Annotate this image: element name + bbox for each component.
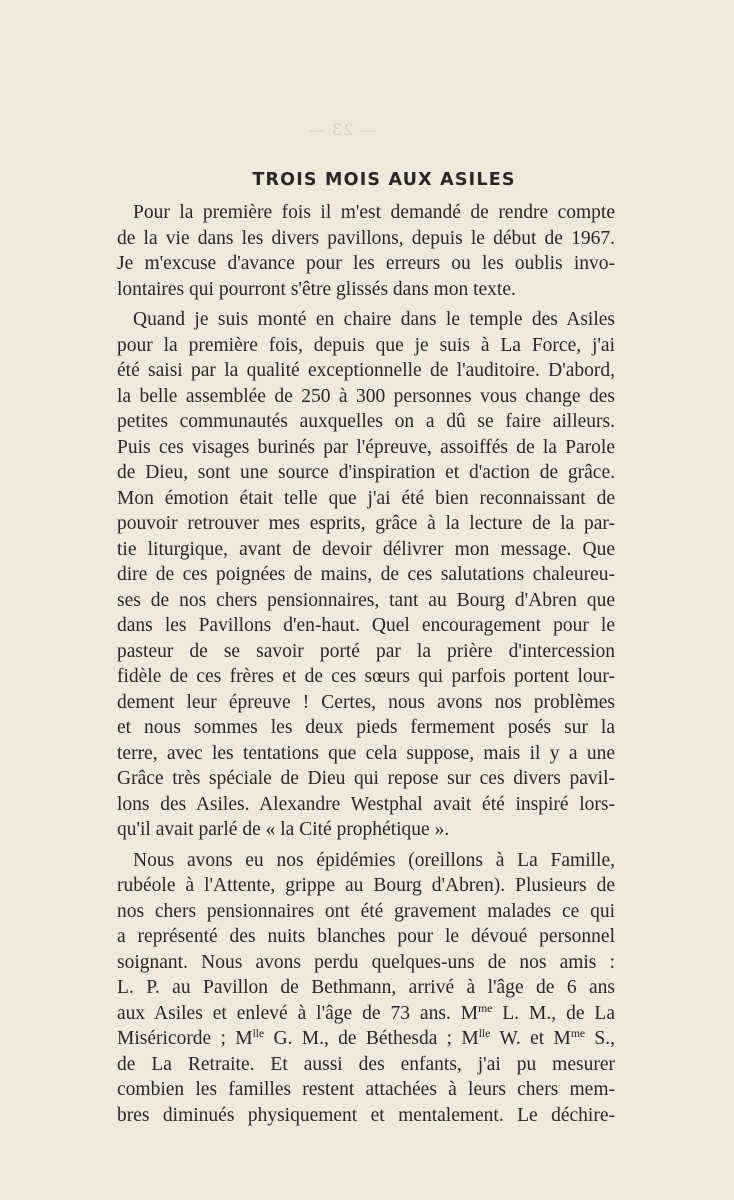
- text-line: Je m'excuse d'avance pour les erreurs ou les oublis invo-: [117, 253, 615, 274]
- text-line: lons des Asiles. Alexandre Westphal avait été inspiré lors-: [117, 793, 615, 815]
- text-segment: S.,: [585, 1028, 615, 1049]
- paragraph-3: [117, 848, 615, 1129]
- text-line: Pour la première fois il m'est demandé de rendre compte: [133, 202, 615, 223]
- text-line: Puis ces visages burinés par l'épreuve, assoiffés de la Parole: [117, 436, 615, 458]
- text-line: fidèle de ces frères et de ces sœurs qui parfois portent lour-: [117, 666, 615, 687]
- text-line: de Dieu, sont une source d'inspiration et d'action de grâce.: [117, 462, 615, 483]
- text-segment: Miséricorde ; M: [117, 1028, 253, 1049]
- text-line: nos chers pensionnaires ont été gravement malades ce qui: [117, 900, 615, 922]
- superscript-abbrev: lle: [478, 1026, 491, 1040]
- text-line: la belle assemblée de 250 à 300 personnes vous change des: [117, 385, 615, 407]
- text-line: qu'il avait parlé de « la Cité prophétique ».: [117, 819, 450, 840]
- superscript-abbrev: lle: [252, 1026, 265, 1040]
- text-line: Quand je suis monté en chaire dans le temple des Asiles: [133, 309, 615, 330]
- text-line: de la vie dans les divers pavillons, depuis le début de 1967.: [117, 227, 615, 249]
- text-line: L. P. au Pavillon de Bethmann, arrivé à l'âge de 6 ans: [117, 977, 615, 998]
- text-line: dans les Pavillons d'en-haut. Quel encouragement pour le: [117, 615, 615, 636]
- text-segment: L. M., de La: [492, 1002, 615, 1024]
- text-line: terre, avec les tentations que cela suppose, mais il y a une: [117, 742, 615, 764]
- text-segment: W. et M: [490, 1028, 571, 1049]
- text-segment: G. M., de Béthesda ; M: [264, 1028, 479, 1049]
- page-title: TROIS MOIS AUX ASILES: [252, 170, 516, 190]
- text-line: lontaires qui pourront s'être glissés dans mon texte.: [117, 278, 516, 300]
- text-line: bres diminués physiquement et mentalement. Le déchire-: [117, 1104, 615, 1126]
- text-line: pouvoir retrouver mes esprits, grâce à la lecture de la par-: [117, 513, 615, 534]
- text-segment: aux Asiles et enlevé à l'âge de 73 ans. M: [117, 1002, 479, 1024]
- text-line: Nous avons eu nos épidémies (oreillons à La Famille,: [133, 849, 615, 871]
- bleed-through-page-number: — 23 —: [308, 120, 377, 139]
- text-line: combien les familles restent attachées à leurs chers mem-: [117, 1079, 615, 1100]
- text-line: rubéole à l'Attente, grippe au Bourg d'Abren). Plusieurs de: [117, 875, 615, 896]
- text-line: petites communautés auxquelles on a dû se faire ailleurs.: [117, 411, 615, 432]
- body-text: [117, 200, 615, 1133]
- text-line: pour la première fois, depuis que je suis à La Force, j'ai: [117, 334, 615, 356]
- text-line: dement leur épreuve ! Certes, nous avons nos problèmes: [117, 691, 615, 713]
- text-line: tie liturgique, avant de devoir délivrer mon message. Que: [117, 538, 615, 560]
- text-line: ses de nos chers pensionnaires, tant au Bourg d'Abren que: [117, 589, 615, 611]
- text-line: Mon émotion était telle que j'ai été bien reconnaissant de: [117, 487, 615, 509]
- text-line: dire de ces poignées de mains, de ces salutations chaleureu-: [117, 564, 615, 585]
- text-line: de La Retraite. Et aussi des enfants, j'ai pu mesurer: [117, 1053, 615, 1075]
- superscript-abbrev: me: [478, 1001, 493, 1015]
- text-line: [117, 1001, 615, 1027]
- text-line: été saisi par la qualité exceptionnelle de l'auditoire. D'abord,: [117, 360, 615, 381]
- paragraph-1: [117, 200, 615, 302]
- text-line: pasteur de se savoir porté par la prière d'intercession: [117, 640, 615, 662]
- paragraph-2: [117, 307, 615, 843]
- text-line: Grâce très spéciale de Dieu qui repose sur ces divers pavil-: [117, 768, 615, 789]
- text-line: a représenté des nuits blanches pour le dévoué personnel: [117, 926, 615, 947]
- superscript-abbrev: me: [570, 1026, 586, 1040]
- text-line: [117, 1026, 615, 1052]
- text-line: soignant. Nous avons perdu quelques-uns de nos amis :: [117, 951, 615, 973]
- text-line: et nous sommes les deux pieds fermement posés sur la: [117, 717, 615, 738]
